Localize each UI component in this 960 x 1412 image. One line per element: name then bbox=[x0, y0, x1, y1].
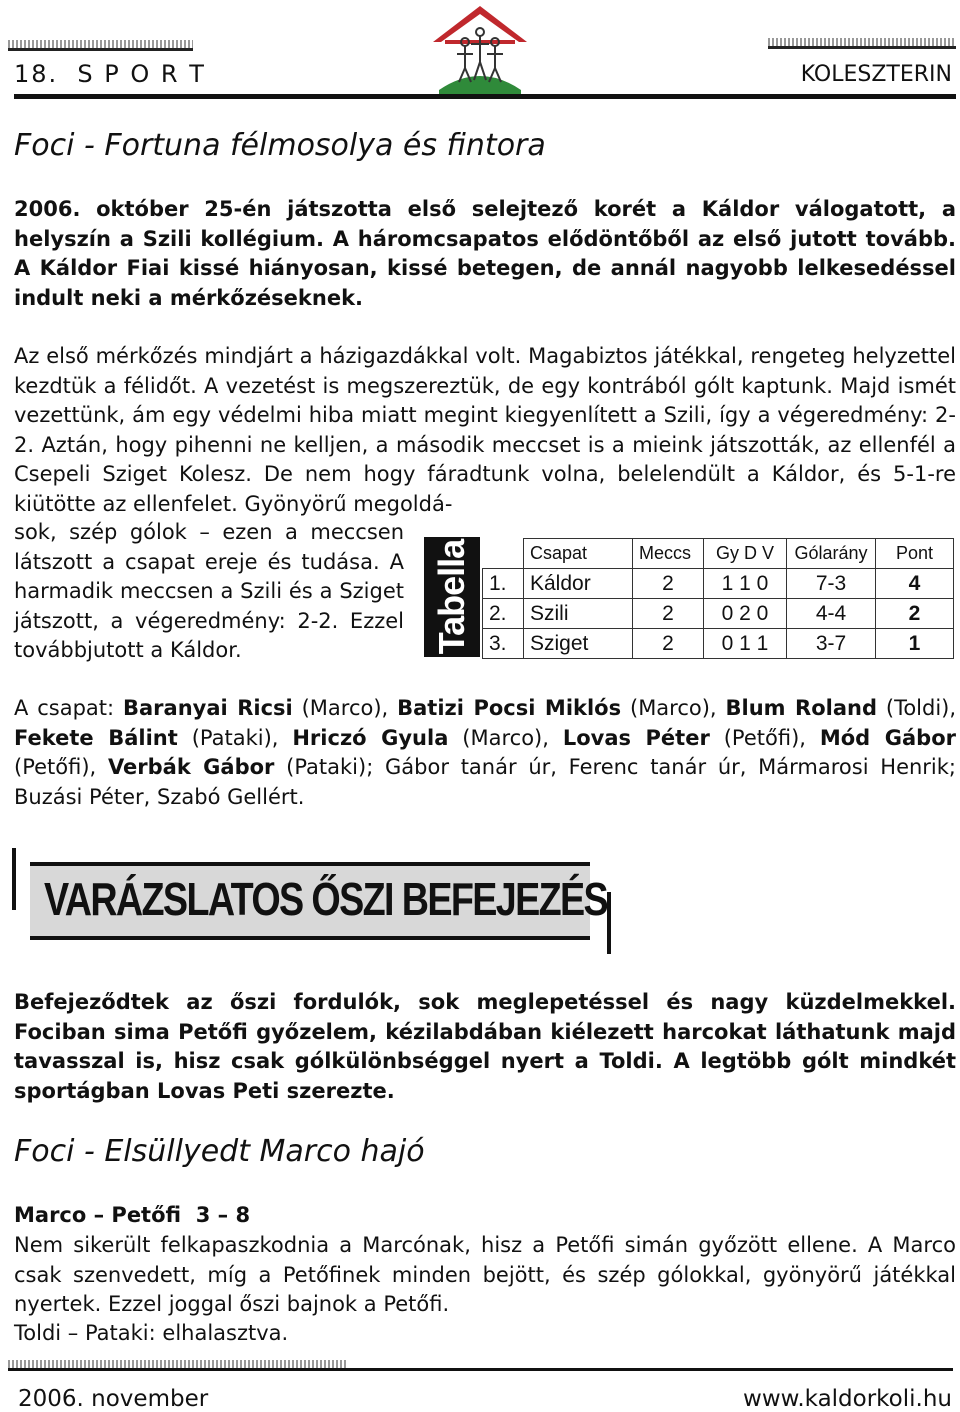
player-name: Mód Gábor bbox=[819, 725, 956, 750]
table-cell-team: Szili bbox=[524, 599, 633, 629]
banner-bar-left bbox=[12, 848, 16, 910]
team-roster-prefix: A csapat: bbox=[14, 696, 123, 720]
player-name: Lovas Péter bbox=[562, 725, 710, 750]
table-header-empty bbox=[483, 539, 524, 569]
team-roster bbox=[14, 694, 956, 812]
player-name: Hriczó Gyula bbox=[292, 725, 449, 750]
table-cell-points: 4 bbox=[876, 569, 954, 599]
player-club: (Petőfi), bbox=[14, 755, 108, 779]
article1-lead: 2006. október 25-én játszotta első selejtező korét a Káldor válogatott, a helyszín a Szili kollégium. A háromcsapatos elődöntőből az első jutott tovább. A Káldor Fiai kissé hiányosan, kissé betegen, de annál nagyobb lelkesedéssel indult neki a mérkőzéseknek. bbox=[14, 197, 956, 310]
table-header-matches: Meccs bbox=[633, 539, 704, 569]
article3-result: Marco – Petőfi 3 – 8 bbox=[14, 1203, 251, 1227]
table-header-wdl: Gy D V bbox=[704, 539, 787, 569]
footer-date: 2006. november bbox=[18, 1386, 209, 1412]
player-club: (Pataki), bbox=[177, 725, 293, 750]
kaldor-house-logo-icon bbox=[425, 2, 535, 97]
player-club: (Toldi), bbox=[877, 696, 957, 720]
footer-rule bbox=[8, 1368, 953, 1371]
table-header-row bbox=[483, 539, 954, 569]
player-name: Baranyai Ricsi bbox=[122, 696, 293, 720]
section-banner bbox=[30, 862, 608, 940]
section-banner-title: VARÁZSLATOS ŐSZI BEFEJEZÉS bbox=[44, 873, 608, 925]
table-cell-matches: 2 bbox=[633, 569, 704, 599]
header-rule-right-dotted bbox=[768, 38, 956, 46]
table-cell-points: 1 bbox=[876, 629, 954, 659]
header-rule-right bbox=[768, 46, 956, 49]
table-cell-rank: 2. bbox=[483, 599, 524, 629]
standings-table bbox=[482, 538, 954, 659]
table-cell-team: Sziget bbox=[524, 629, 633, 659]
table-cell-matches: 2 bbox=[633, 629, 704, 659]
header-section-label: 18. S P O R T bbox=[14, 60, 206, 88]
header-rule-left bbox=[8, 48, 193, 51]
player-club: (Marco), bbox=[448, 725, 563, 750]
player-name: Blum Roland bbox=[725, 696, 877, 720]
article3-postponed: Toldi – Pataki: elhalasztva. bbox=[14, 1321, 289, 1345]
article3-body: Nem sikerült felkapaszkodnia a Marcónak, hisz a Petőfi simán győzött ellene. A Marco csak szenvedett, míg a Petőfinek minden bejött, és szép gólokkal, gyönyörű játékkal nyertek. Ezzel joggal őszi bajnok a Petőfi. bbox=[14, 1233, 956, 1316]
table-cell-matches: 2 bbox=[633, 599, 704, 629]
tabella-label bbox=[424, 537, 480, 657]
table-cell-wdl: 1 1 0 bbox=[704, 569, 787, 599]
table-cell-goal-ratio: 4-4 bbox=[787, 599, 876, 629]
team-roster-suffix: Gábor tanár úr, Ferenc tanár úr, Mármarosi Henrik; Buzási Péter, Szabó Gellért. bbox=[14, 755, 956, 809]
footer-website-link[interactable]: www.kaldorkoli.hu bbox=[743, 1386, 952, 1412]
table-cell-wdl: 0 1 1 bbox=[704, 629, 787, 659]
banner-bar-right bbox=[607, 892, 611, 954]
article1-body-continued: sok, szép gólok – ezen a meccsen látszott a csapat ereje és tudása. A harmadik meccsen a Szili és a Sziget játszott, a végeredmény: 2-2. Ezzel továbbjutott a Káldor. bbox=[14, 520, 404, 662]
table-cell-rank: 1. bbox=[483, 569, 524, 599]
player-name: Fekete Bálint bbox=[14, 725, 178, 750]
tabella-label-text: Tabella bbox=[431, 539, 473, 655]
article1-body: Az első mérkőzés mindjárt a házigazdákkal volt. Magabiztos játékkal, rengeteg helyzettel kezdtük a félidőt. A vezetést is megszereztük, de egy kontrából gólt kaptunk. Majd ismét vezettünk, ám egy védelmi hiba miatt megint kiegyenlített a Szili, így a végeredmény: 2-2. Aztán, hogy pihenni ne kelljen, a második meccset is a mieink játszották, az ellenfél a Csepeli Sziget Kolesz. De nem hogy fáradtunk volna, belelendült a Káldor, és 5-1-re kiütötte az ellenfelet. Gyönyörű megoldá- bbox=[14, 344, 956, 516]
player-club: (Petőfi), bbox=[709, 725, 820, 750]
table-cell-wdl: 0 2 0 bbox=[704, 599, 787, 629]
player-name: Batizi Pocsi Miklós bbox=[397, 696, 622, 720]
table-row bbox=[483, 569, 954, 599]
article3-title: Foci - Elsüllyedt Marco hajó bbox=[14, 1134, 425, 1169]
player-club: (Marco), bbox=[292, 696, 398, 720]
article2-lead: Befejeződtek az őszi fordulók, sok meglepetéssel és nagy küzdelmekkel. Fociban sima Petőfi győzelem, kézilabdában kiélezett harcokat láthatunk majd tavasszal is, hisz csak gólkülönbséggel nyert a Toldi. A legtöbb gólt mindkét sportágban Lovas Peti szerezte. bbox=[14, 990, 956, 1103]
article1-title: Foci - Fortuna félmosolya és fintora bbox=[14, 128, 546, 163]
table-cell-goal-ratio: 7-3 bbox=[787, 569, 876, 599]
table-row bbox=[483, 599, 954, 629]
table-cell-rank: 3. bbox=[483, 629, 524, 659]
table-cell-points: 2 bbox=[876, 599, 954, 629]
table-header-points: Pont bbox=[876, 539, 954, 569]
table-cell-team: Káldor bbox=[524, 569, 633, 599]
header-publication-name: KOLESZTERIN bbox=[800, 62, 952, 87]
player-club: (Marco), bbox=[621, 696, 726, 720]
table-header-goal-ratio: Gólarány bbox=[787, 539, 876, 569]
table-header-team: Csapat bbox=[524, 539, 633, 569]
player-name: Verbák Gábor bbox=[107, 755, 275, 779]
table-row bbox=[483, 629, 954, 659]
header-main-rule bbox=[14, 94, 956, 99]
footer-rule-dotted bbox=[8, 1360, 348, 1368]
header-rule-left-dotted bbox=[8, 40, 193, 48]
table-cell-goal-ratio: 3-7 bbox=[787, 629, 876, 659]
player-club: (Pataki); bbox=[274, 755, 386, 779]
